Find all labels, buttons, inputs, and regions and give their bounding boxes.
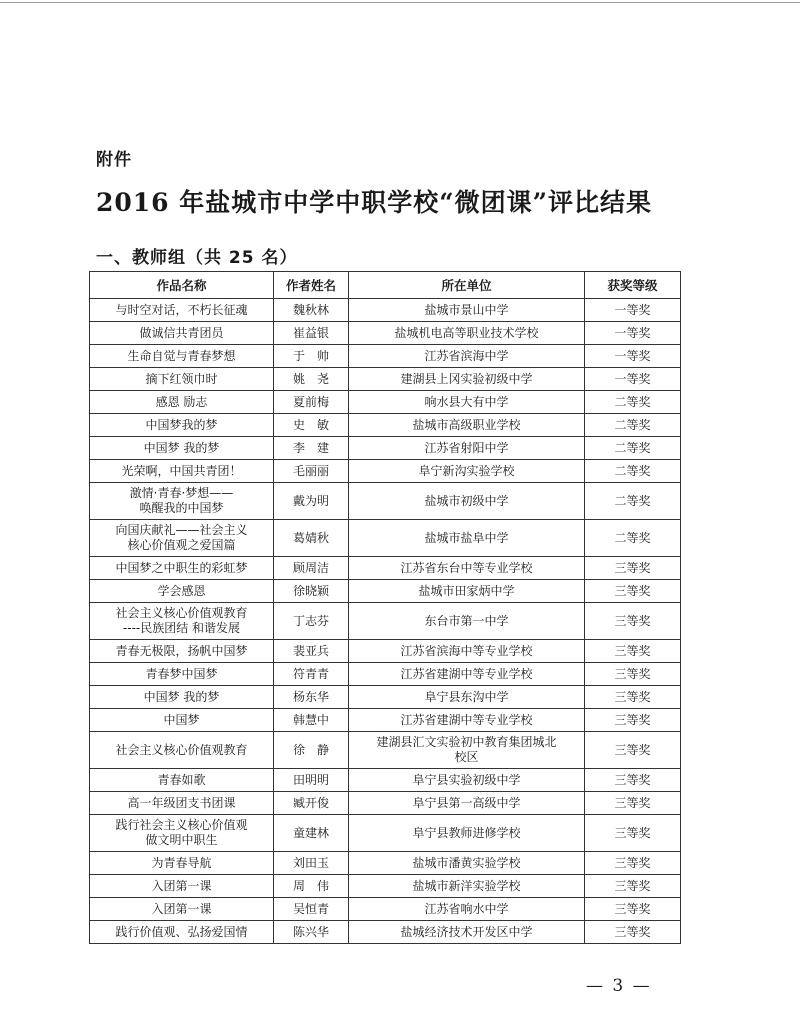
cell-author-name: 崔益银 bbox=[274, 322, 349, 345]
cell-work-title: 为青春导航 bbox=[90, 852, 274, 875]
cell-work-title: 做诚信共青团员 bbox=[90, 322, 274, 345]
cell-unit: 江苏省响水中学 bbox=[349, 898, 585, 921]
table-row bbox=[90, 769, 681, 792]
cell-author-name: 戴为明 bbox=[274, 483, 349, 520]
header-author-name: 作者姓名 bbox=[274, 272, 349, 299]
document-title: 2016 年盐城市中学中职学校“微团课”评比结果 bbox=[96, 188, 653, 217]
cell-author-name: 毛丽丽 bbox=[274, 460, 349, 483]
header-unit: 所在单位 bbox=[349, 272, 585, 299]
cell-author-name: 童建林 bbox=[274, 815, 349, 852]
table-row bbox=[90, 640, 681, 663]
cell-author-name: 周 伟 bbox=[274, 875, 349, 898]
cell-unit: 盐城市景山中学 bbox=[349, 299, 585, 322]
cell-unit: 阜宁县教师进修学校 bbox=[349, 815, 585, 852]
cell-award-level: 二等奖 bbox=[585, 391, 681, 414]
cell-work-title: 青春如歌 bbox=[90, 769, 274, 792]
table-row bbox=[90, 898, 681, 921]
cell-work-title: 生命自觉与青春梦想 bbox=[90, 345, 274, 368]
cell-unit: 江苏省射阳中学 bbox=[349, 437, 585, 460]
cell-award-level: 一等奖 bbox=[585, 299, 681, 322]
cell-unit: 江苏省建湖中等专业学校 bbox=[349, 709, 585, 732]
cell-award-level: 三等奖 bbox=[585, 732, 681, 769]
table-row bbox=[90, 709, 681, 732]
table-row bbox=[90, 815, 681, 852]
cell-award-level: 三等奖 bbox=[585, 709, 681, 732]
cell-author-name: 夏前梅 bbox=[274, 391, 349, 414]
cell-author-name: 于 帅 bbox=[274, 345, 349, 368]
table-row bbox=[90, 603, 681, 640]
header-work-title: 作品名称 bbox=[90, 272, 274, 299]
table-row bbox=[90, 391, 681, 414]
cell-award-level: 三等奖 bbox=[585, 921, 681, 944]
cell-award-level: 二等奖 bbox=[585, 414, 681, 437]
table-row bbox=[90, 921, 681, 944]
results-table bbox=[89, 271, 681, 944]
table-row bbox=[90, 732, 681, 769]
cell-author-name: 姚 尧 bbox=[274, 368, 349, 391]
cell-unit: 建湖县汇文实验初中教育集团城北 校区 bbox=[349, 732, 585, 769]
cell-author-name: 魏秋林 bbox=[274, 299, 349, 322]
cell-work-title: 摘下红领巾时 bbox=[90, 368, 274, 391]
cell-unit: 盐城经济技术开发区中学 bbox=[349, 921, 585, 944]
cell-award-level: 三等奖 bbox=[585, 769, 681, 792]
cell-award-level: 三等奖 bbox=[585, 580, 681, 603]
cell-author-name: 陈兴华 bbox=[274, 921, 349, 944]
cell-work-title: 入团第一课 bbox=[90, 898, 274, 921]
cell-work-title: 中国梦 我的梦 bbox=[90, 686, 274, 709]
cell-author-name: 吴恒青 bbox=[274, 898, 349, 921]
table-row bbox=[90, 520, 681, 557]
cell-unit: 盐城市初级中学 bbox=[349, 483, 585, 520]
cell-author-name: 裴亚兵 bbox=[274, 640, 349, 663]
cell-work-title: 中国梦我的梦 bbox=[90, 414, 274, 437]
table-row bbox=[90, 580, 681, 603]
table-row bbox=[90, 852, 681, 875]
cell-award-level: 三等奖 bbox=[585, 792, 681, 815]
cell-unit: 江苏省滨海中等专业学校 bbox=[349, 640, 585, 663]
cell-work-title: 中国梦 bbox=[90, 709, 274, 732]
cell-author-name: 臧开俊 bbox=[274, 792, 349, 815]
table-row bbox=[90, 368, 681, 391]
cell-author-name: 韩慧中 bbox=[274, 709, 349, 732]
table-row bbox=[90, 437, 681, 460]
cell-unit: 盐城机电高等职业技术学校 bbox=[349, 322, 585, 345]
cell-author-name: 史 敏 bbox=[274, 414, 349, 437]
cell-unit: 阜宁县东沟中学 bbox=[349, 686, 585, 709]
cell-award-level: 二等奖 bbox=[585, 483, 681, 520]
cell-award-level: 三等奖 bbox=[585, 898, 681, 921]
table-row bbox=[90, 686, 681, 709]
cell-award-level: 三等奖 bbox=[585, 640, 681, 663]
cell-work-title: 激情·青春·梦想—— 唤醒我的中国梦 bbox=[90, 483, 274, 520]
cell-work-title: 向国庆献礼——社会主义 核心价值观之爱国篇 bbox=[90, 520, 274, 557]
table-row bbox=[90, 663, 681, 686]
table-row bbox=[90, 792, 681, 815]
cell-award-level: 三等奖 bbox=[585, 686, 681, 709]
cell-work-title: 践行价值观、弘扬爱国情 bbox=[90, 921, 274, 944]
cell-unit: 盐城市高级职业学校 bbox=[349, 414, 585, 437]
cell-author-name: 田明明 bbox=[274, 769, 349, 792]
cell-award-level: 三等奖 bbox=[585, 875, 681, 898]
cell-work-title: 中国梦之中职生的彩虹梦 bbox=[90, 557, 274, 580]
cell-work-title: 光荣啊，中国共青团！ bbox=[90, 460, 274, 483]
attachment-label: 附件 bbox=[96, 150, 132, 170]
cell-unit: 阜宁新沟实验学校 bbox=[349, 460, 585, 483]
cell-work-title: 学会感恩 bbox=[90, 580, 274, 603]
cell-unit: 江苏省建湖中等专业学校 bbox=[349, 663, 585, 686]
cell-unit: 东台市第一中学 bbox=[349, 603, 585, 640]
cell-unit: 阜宁县第一高级中学 bbox=[349, 792, 585, 815]
cell-author-name: 符青青 bbox=[274, 663, 349, 686]
cell-author-name: 葛婧秋 bbox=[274, 520, 349, 557]
cell-unit: 盐城市新洋实验学校 bbox=[349, 875, 585, 898]
cell-work-title: 高一年级团支书团课 bbox=[90, 792, 274, 815]
cell-unit: 建湖县上冈实验初级中学 bbox=[349, 368, 585, 391]
cell-author-name: 徐 静 bbox=[274, 732, 349, 769]
cell-author-name: 杨东华 bbox=[274, 686, 349, 709]
table-row bbox=[90, 322, 681, 345]
table-row bbox=[90, 875, 681, 898]
cell-unit: 盐城市潘黄实验学校 bbox=[349, 852, 585, 875]
table-row bbox=[90, 345, 681, 368]
cell-unit: 响水县大有中学 bbox=[349, 391, 585, 414]
cell-award-level: 一等奖 bbox=[585, 345, 681, 368]
table-row bbox=[90, 460, 681, 483]
cell-unit: 阜宁县实验初级中学 bbox=[349, 769, 585, 792]
cell-award-level: 二等奖 bbox=[585, 460, 681, 483]
cell-work-title: 青春无极限，扬帆中国梦 bbox=[90, 640, 274, 663]
cell-award-level: 三等奖 bbox=[585, 663, 681, 686]
cell-author-name: 李 建 bbox=[274, 437, 349, 460]
cell-award-level: 一等奖 bbox=[585, 368, 681, 391]
table-header-row bbox=[90, 272, 681, 299]
cell-work-title: 社会主义核心价值观教育 ----民族团结 和谐发展 bbox=[90, 603, 274, 640]
cell-author-name: 顾周洁 bbox=[274, 557, 349, 580]
cell-work-title: 中国梦 我的梦 bbox=[90, 437, 274, 460]
cell-author-name: 刘田玉 bbox=[274, 852, 349, 875]
section-heading: 一、教师组（共 25 名） bbox=[96, 248, 298, 268]
cell-author-name: 徐晓颖 bbox=[274, 580, 349, 603]
results-table-body bbox=[90, 299, 681, 944]
cell-author-name: 丁志芬 bbox=[274, 603, 349, 640]
cell-unit: 江苏省滨海中学 bbox=[349, 345, 585, 368]
header-award-level: 获奖等级 bbox=[585, 272, 681, 299]
cell-award-level: 三等奖 bbox=[585, 557, 681, 580]
cell-work-title: 入团第一课 bbox=[90, 875, 274, 898]
cell-award-level: 三等奖 bbox=[585, 852, 681, 875]
table-row bbox=[90, 483, 681, 520]
cell-work-title: 社会主义核心价值观教育 bbox=[90, 732, 274, 769]
cell-award-level: 二等奖 bbox=[585, 437, 681, 460]
cell-award-level: 一等奖 bbox=[585, 322, 681, 345]
cell-award-level: 三等奖 bbox=[585, 815, 681, 852]
table-row bbox=[90, 557, 681, 580]
cell-unit: 江苏省东台中等专业学校 bbox=[349, 557, 585, 580]
cell-award-level: 二等奖 bbox=[585, 520, 681, 557]
cell-work-title: 感恩 励志 bbox=[90, 391, 274, 414]
cell-unit: 盐城市田家炳中学 bbox=[349, 580, 585, 603]
page-number: — 3 — bbox=[586, 976, 652, 996]
cell-work-title: 青春梦中国梦 bbox=[90, 663, 274, 686]
cell-work-title: 践行社会主义核心价值观 做文明中职生 bbox=[90, 815, 274, 852]
cell-work-title: 与时空对话，不朽长征魂 bbox=[90, 299, 274, 322]
table-row bbox=[90, 414, 681, 437]
scan-top-edge-line bbox=[0, 2, 800, 3]
cell-award-level: 三等奖 bbox=[585, 603, 681, 640]
cell-unit: 盐城市盐阜中学 bbox=[349, 520, 585, 557]
table-row bbox=[90, 299, 681, 322]
